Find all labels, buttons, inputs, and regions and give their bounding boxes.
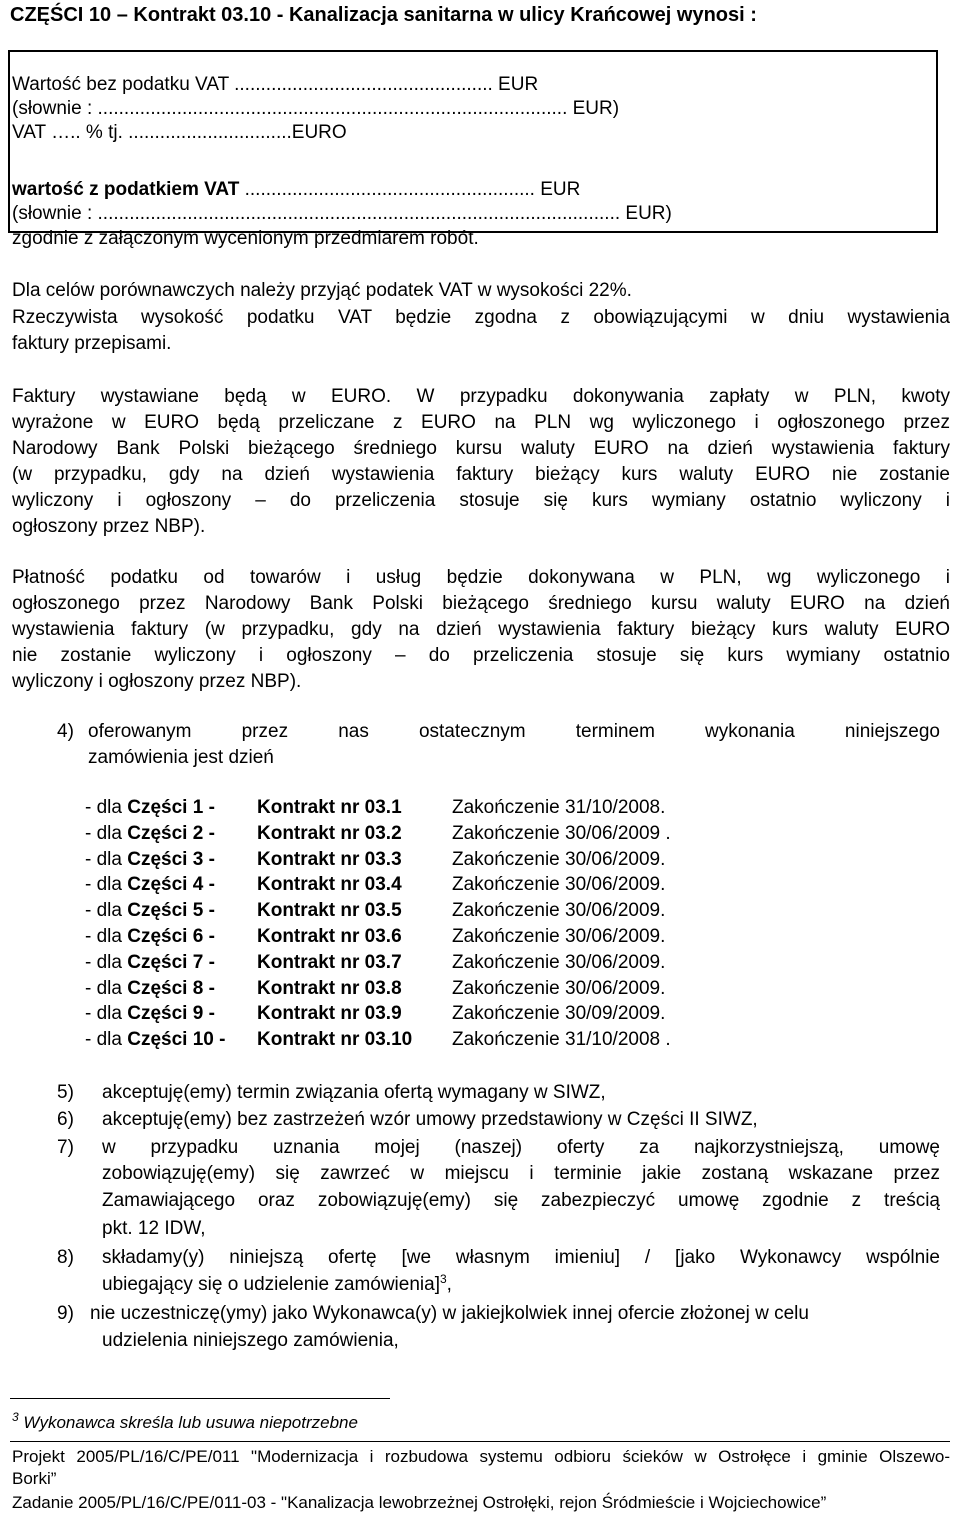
schedule-part: Części 9 -: [127, 1003, 215, 1024]
schedule-end-date: Zakończenie 30/06/2009.: [452, 874, 666, 895]
item6-number: 6): [57, 1109, 74, 1130]
schedule-contract: Kontrakt nr 03.1: [257, 797, 402, 818]
schedule-row: [85, 1027, 225, 1053]
vat-note-line3: faktury przepisami.: [12, 333, 172, 354]
schedule-row: [85, 847, 215, 873]
schedule-contract: Kontrakt nr 03.5: [257, 900, 402, 921]
invoices-line6: ogłoszony przez NBP).: [12, 516, 206, 537]
schedule-contract: Kontrakt nr 03.3: [257, 849, 402, 870]
schedule-end-date: Zakończenie 30/09/2009.: [452, 1003, 666, 1024]
footnote-text: Wykonawca skreśla lub usuwa niepotrzebne: [23, 1413, 358, 1432]
schedule-end-date: Zakończenie 31/10/2008.: [452, 797, 666, 818]
schedule-part: Części 6 -: [127, 926, 215, 947]
schedule-contract: Kontrakt nr 03.7: [257, 952, 402, 973]
item8-line2: [102, 1272, 452, 1298]
schedule-prefix: - dla: [85, 797, 128, 818]
schedule-part: Części 1 -: [127, 797, 215, 818]
invoices-line5: wyliczony i ogłoszony – do przeliczenia stosuje się kurs wymiany ostatnio wyliczony i: [12, 490, 950, 511]
schedule-prefix: - dla: [85, 874, 128, 895]
footnote-mark: 3: [12, 1410, 19, 1424]
tax-payment-line1: Płatność podatku od towarów i usług będzie dokonywana w PLN, wg wyliczonego i: [12, 567, 950, 588]
item8-line2-end: ,: [446, 1274, 452, 1295]
schedule-prefix: - dla: [85, 1003, 128, 1024]
section-header: CZĘŚCI 10 – Kontrakt 03.10 - Kanalizacja sanitarna w ulicy Krańcowej wynosi :: [10, 4, 757, 26]
according-line: zgodnie z załączonym wycenionym przedmiarem robót.: [12, 228, 479, 249]
gross-value-dots: ....................................................... EUR: [239, 179, 581, 200]
schedule-contract: Kontrakt nr 03.4: [257, 874, 402, 895]
schedule-prefix: - dla: [85, 900, 128, 921]
tax-payment-line5: wyliczony i ogłoszony przez NBP).: [12, 671, 302, 692]
schedule-end-date: Zakończenie 30/06/2009 .: [452, 823, 671, 844]
schedule-prefix: - dla: [85, 926, 128, 947]
footnote-ref: 3: [439, 1272, 447, 1286]
invoices-line3: Narodowy Bank Polski bieżącego średniego kursu waluty EURO na dzień wystawienia faktury: [12, 438, 950, 459]
schedule-part: Części 4 -: [127, 874, 215, 895]
vat-note-line2: Rzeczywista wysokość podatku VAT będzie zgodna z obowiązującymi w dniu wystawienia: [12, 307, 950, 328]
schedule-part: Części 5 -: [127, 900, 215, 921]
vat-line: VAT ….. % tj. ...............................EURO: [12, 122, 347, 143]
footnote: [12, 1410, 358, 1436]
item4-line1: oferowanym przez nas ostatecznym terminem wykonania niniejszego: [88, 721, 940, 742]
schedule-row: [85, 898, 215, 924]
schedule-row: [85, 795, 215, 821]
tax-payment-line3: wystawienia faktury (w przypadku, gdy na dzień wystawienia faktury bieżący kurs waluty EURO: [12, 619, 950, 640]
schedule-part: Części 7 -: [127, 952, 215, 973]
schedule-part: Części 8 -: [127, 978, 215, 999]
net-value-line: Wartość bez podatku VAT ................................................. EUR: [12, 74, 539, 95]
schedule-prefix: - dla: [85, 1029, 128, 1050]
net-value-words: (słownie : ......................................................................................... EUR): [12, 98, 620, 119]
schedule-contract: Kontrakt nr 03.2: [257, 823, 402, 844]
schedule-end-date: Zakończenie 30/06/2009.: [452, 849, 666, 870]
schedule-prefix: - dla: [85, 849, 128, 870]
invoices-line1: Faktury wystawiane będą w EURO. W przypadku dokonywania zapłaty w PLN, kwoty: [12, 386, 950, 407]
item7-number: 7): [57, 1137, 74, 1158]
item9-line2: udzielenia niniejszego zamówienia,: [102, 1330, 399, 1351]
schedule-prefix: - dla: [85, 978, 128, 999]
item8-number: 8): [57, 1247, 74, 1268]
item7-line3: Zamawiającego oraz zobowiązuję(emy) się zabezpieczyć umowę zgodnie z treścią: [102, 1190, 940, 1211]
tax-payment-line2: ogłoszonego przez Narodowy Bank Polski bieżącego średniego kursu waluty EURO na dzień: [12, 593, 950, 614]
footer-project-line1: Projekt 2005/PL/16/C/PE/011 "Modernizacja i rozbudowa systemu odbioru ścieków w Ostrołęce i gminie Olszewo-: [12, 1447, 950, 1466]
schedule-end-date: Zakończenie 30/06/2009.: [452, 926, 666, 947]
schedule-contract: Kontrakt nr 03.8: [257, 978, 402, 999]
gross-value-label: wartość z podatkiem VAT: [12, 179, 240, 200]
schedule-part: Części 10 -: [127, 1029, 226, 1050]
footnote-rule: [10, 1398, 390, 1399]
gross-value-line: [12, 177, 580, 203]
item7-line1: w przypadku uznania mojej (naszej) oferty za najkorzystniejszą, umowę: [102, 1137, 940, 1158]
footer-project-line2: Borki”: [12, 1469, 57, 1488]
item8-line1: składamy(y) niniejszą ofertę [we własnym imieniu] / [jako Wykonawcy wspólnie: [102, 1247, 940, 1268]
schedule-part: Części 3 -: [127, 849, 215, 870]
item4-number: 4): [57, 721, 74, 742]
schedule-row: [85, 950, 215, 976]
schedule-part: Części 2 -: [127, 823, 215, 844]
invoices-line4: (w przypadku, gdy na dzień wystawienia faktury bieżący kurs waluty EURO nie zostanie: [12, 464, 950, 485]
schedule-end-date: Zakończenie 30/06/2009.: [452, 952, 666, 973]
tax-payment-line4: nie zostanie wyliczony i ogłoszony – do przeliczenia stosuje się kurs wymiany ostatnio: [12, 645, 950, 666]
item9-number: 9): [57, 1303, 74, 1324]
schedule-row: [85, 872, 215, 898]
vat-note-line1: Dla celów porównawczych należy przyjąć podatek VAT w wysokości 22%.: [12, 280, 632, 301]
schedule-row: [85, 1001, 215, 1027]
schedule-contract: Kontrakt nr 03.10: [257, 1029, 413, 1050]
item7-line4: pkt. 12 IDW,: [102, 1218, 206, 1239]
gross-value-words: (słownie : ................................................................................................... EUR): [12, 203, 672, 224]
schedule-prefix: - dla: [85, 952, 128, 973]
schedule-row: [85, 924, 215, 950]
schedule-row: [85, 976, 215, 1002]
schedule-end-date: Zakończenie 30/06/2009.: [452, 978, 666, 999]
item5-number: 5): [57, 1082, 74, 1103]
item5-text: akceptuję(emy) termin związania ofertą wymagany w SIWZ,: [102, 1082, 606, 1103]
schedule-prefix: - dla: [85, 823, 128, 844]
item4-line2: zamówienia jest dzień: [88, 747, 274, 768]
schedule-row: [85, 821, 215, 847]
item7-line2: zobowiązuję(emy) się zawrzeć w miejscu i terminie jakie zostaną wskazane przez: [102, 1163, 940, 1184]
invoices-line2: wyrażone w EURO będą przeliczane z EURO na PLN wg wyliczonego i ogłoszonego przez: [12, 412, 950, 433]
footer-task: Zadanie 2005/PL/16/C/PE/011-03 - "Kanalizacja lewobrzeżnej Ostrołęki, rejon Śródmieście i Wojciechowice”: [12, 1493, 827, 1512]
item9-line1: nie uczestniczę(ymy) jako Wykonawca(y) w jakiejkolwiek innej ofercie złożonej w celu: [90, 1303, 809, 1324]
schedule-contract: Kontrakt nr 03.6: [257, 926, 402, 947]
schedule-end-date: Zakończenie 30/06/2009.: [452, 900, 666, 921]
schedule-contract: Kontrakt nr 03.9: [257, 1003, 402, 1024]
footer-rule: [10, 1441, 950, 1442]
item8-line2-text: ubiegający się o udzielenie zamówienia]: [102, 1274, 440, 1295]
schedule-end-date: Zakończenie 31/10/2008 .: [452, 1029, 671, 1050]
item6-text: akceptuję(emy) bez zastrzeżeń wzór umowy przedstawiony w Części II SIWZ,: [102, 1109, 758, 1130]
